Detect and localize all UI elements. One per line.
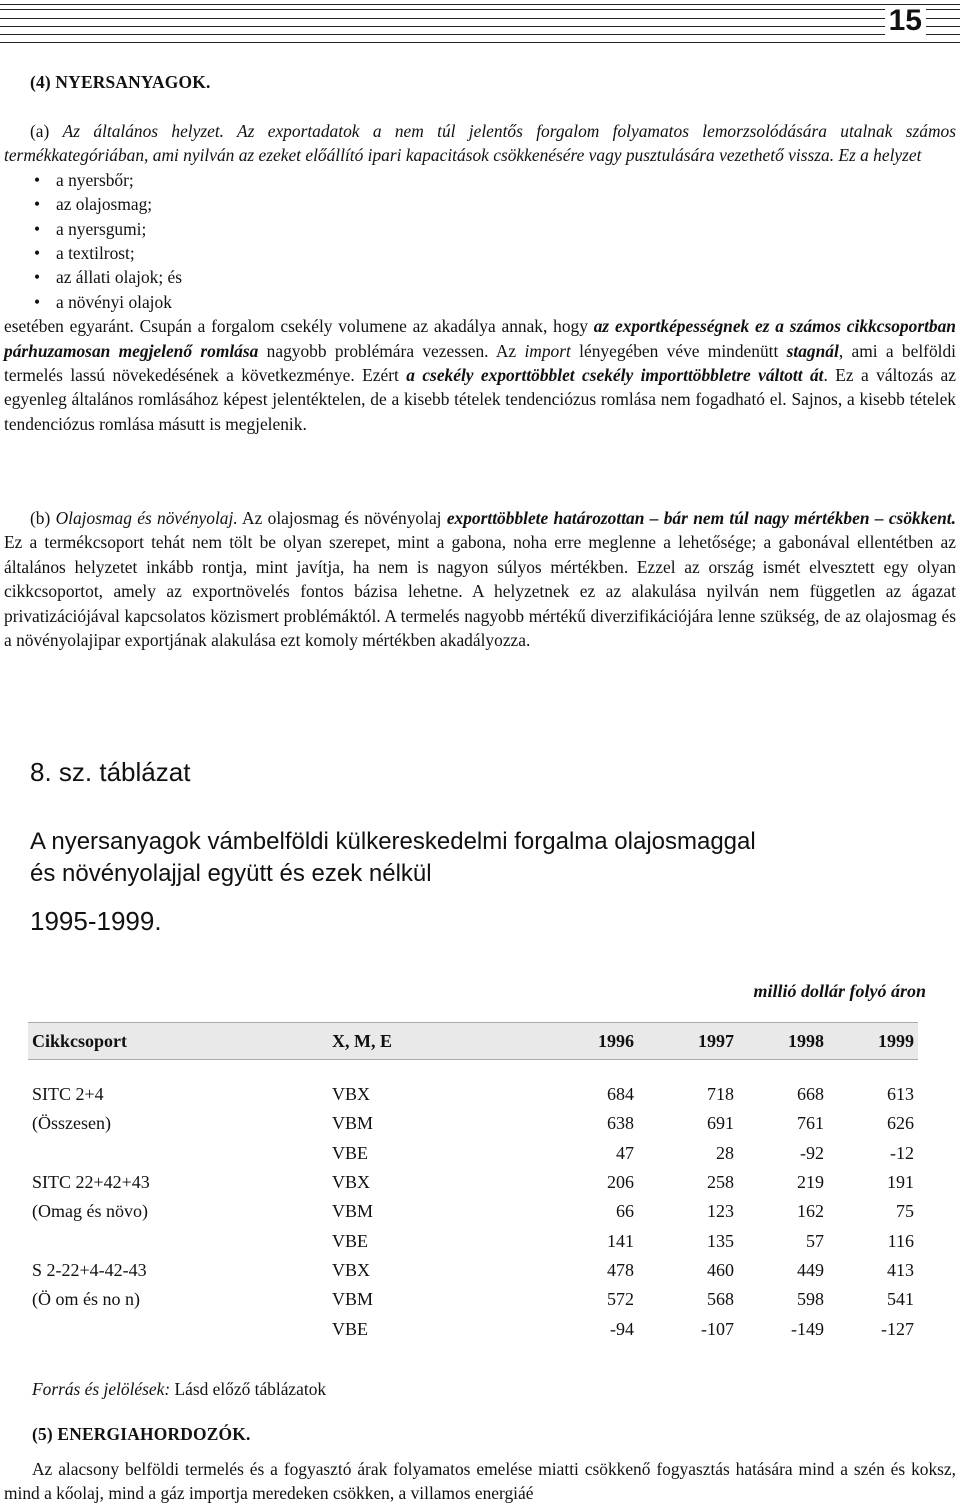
paragraph-b-text: Az olajosmag és növényolaj	[237, 508, 447, 528]
cell-value: 258	[707, 1172, 734, 1193]
table-row	[28, 1139, 918, 1168]
cell-value: -94	[610, 1318, 634, 1339]
cell-cikkcsoport	[28, 1314, 328, 1343]
table-row	[28, 1256, 918, 1285]
cell-cikkcsoport: SITC 2+4	[32, 1084, 104, 1105]
table-header-row	[28, 1023, 918, 1060]
cell-xme: VBM	[332, 1289, 374, 1310]
cell-value: 478	[607, 1259, 634, 1280]
paragraph-a-text2: esetében egyaránt. Csupán a forgalom csekély volumene az akadálya annak, hogy	[4, 316, 594, 337]
cell-value: 718	[707, 1084, 734, 1105]
paragraph-a-text2: nagyobb problémára vezessen. Az	[258, 340, 525, 361]
table-row	[28, 1168, 918, 1197]
cell-value: 568	[707, 1289, 734, 1310]
paragraph-a-text1: Az exportadatok a nem túl jelentős forgalom folyamatos lemorzsolódására utalnak számos termékkategóriában, ami nyilván az ezeket előállító ipari kapacitások csökkenésére vagy pusztulására vezethető vissza. Ez a helyzet	[4, 121, 956, 166]
bullet-item: • a nyersgumi;	[34, 217, 956, 241]
cell-cikkcsoport: (Omag és növo)	[32, 1201, 148, 1222]
cell-value: 123	[707, 1201, 734, 1222]
cell-value: 598	[797, 1289, 824, 1310]
paragraph-a-emphasis: a csekély exporttöbblet csekély importtöbbletre váltott át	[406, 365, 824, 386]
cell-value: -92	[800, 1142, 824, 1163]
cell-cikkcsoport: S 2-22+4-42-43	[32, 1259, 147, 1280]
paragraph-a-label: (a)	[30, 121, 63, 141]
cell-value: 668	[797, 1084, 824, 1105]
cell-value: -149	[791, 1318, 824, 1339]
paragraph-b-emphasis: exporttöbblete határozottan – bár nem túl nagy mértékben – csökkent.	[446, 508, 956, 528]
bullet-item: • a textilrost;	[34, 241, 956, 265]
cell-value: 57	[806, 1230, 824, 1251]
cell-xme: VBM	[332, 1201, 374, 1222]
paragraph-a-title: Az általános helyzet.	[62, 121, 225, 141]
source-label: Forrás és jelölések:	[32, 1379, 171, 1399]
paragraph-b-label: (b)	[30, 508, 56, 528]
cell-cikkcsoport	[28, 1226, 328, 1255]
table-row	[28, 1197, 918, 1226]
table-number: 8. sz. táblázat	[30, 757, 191, 787]
table-row	[28, 1060, 918, 1110]
cell-value: -127	[881, 1318, 914, 1339]
source-text: Lásd előző táblázatok	[170, 1379, 327, 1399]
cell-value: 541	[887, 1289, 914, 1310]
cell-xme: VBE	[332, 1230, 368, 1251]
header-year: 1998	[788, 1030, 824, 1051]
paragraph-b-text: Ez a termékcsoport tehát nem tölt be olyan szerepet, mint a gabona, noha erre meglenne a lehetősége; a gabonával ellentétben az általános helyzetet inkább rontja, mint javítja, ha nem is nagyon súlyos mértékben. Ezzel az ország ismét elvesztett egy olyan cikkcsoportot, amely az exportnövelés fontos bázisa lehetne. A helyzetnek ez az alakulása nyilván nem független az ágazat privatizációjával kapcsolatos közismert problémáktól. A termelés nagyobb mértékű diverzifikációjára lenne szükség, de az olajosmag és a növényolajipar exportjának alakulása ezt komoly mértékben akadályozza.	[4, 532, 956, 651]
header-cikkcsoport: Cikkcsoport	[32, 1030, 128, 1051]
cell-value: 638	[607, 1113, 634, 1134]
paragraph-a	[4, 119, 956, 436]
cell-value: 626	[887, 1113, 914, 1134]
section-heading-energiahordozok: (5) ENERGIAHORDOZÓK.	[32, 1424, 251, 1444]
header-xme: X, M, E	[332, 1030, 392, 1051]
cell-cikkcsoport: SITC 22+42+43	[32, 1172, 150, 1193]
table-row	[28, 1285, 918, 1314]
cell-xme: VBX	[332, 1084, 371, 1105]
cell-value: 684	[607, 1084, 634, 1105]
header-year: 1999	[878, 1030, 914, 1051]
bullet-item: • a növényi olajok	[34, 290, 956, 314]
paragraph-a-emphasis: import	[524, 340, 571, 361]
cell-value: 691	[707, 1113, 734, 1134]
table-years: 1995-1999.	[30, 906, 162, 936]
cell-value: 162	[797, 1201, 824, 1222]
table-row	[28, 1226, 918, 1255]
header-year: 1996	[598, 1030, 634, 1051]
data-table	[28, 1022, 918, 1344]
paragraph-a-text2: . Ez a változás az egyenleg általános romlásához képest jelentéktelen, de a kisebb tételek tendenciózus romlása nem fogadható el. Sajnos, a kisebb tételek tendenciózus romlása másutt is megjelenik.	[4, 365, 956, 434]
cell-value: 191	[887, 1172, 914, 1193]
cell-value: 66	[616, 1201, 634, 1222]
page-number: 15	[885, 6, 926, 36]
bullet-list	[4, 168, 956, 314]
cell-value: -107	[701, 1318, 734, 1339]
cell-value: 449	[797, 1259, 824, 1280]
cell-value: 141	[607, 1230, 634, 1251]
paragraph-b-title: Olajosmag és növényolaj.	[55, 508, 238, 528]
table-title	[30, 826, 756, 890]
cell-value: 47	[616, 1142, 634, 1163]
table-title-line: A nyersanyagok vámbelföldi külkereskedelmi forgalma olajosmaggal	[30, 828, 756, 855]
cell-value: 28	[716, 1142, 734, 1163]
paragraph-a-text2: lényegében véve mindenütt	[570, 340, 787, 361]
paragraph-a-text2: , ami a belföldi termelés lassú növekedésének a következménye. Ezért	[4, 340, 956, 386]
bullet-item: • az olajosmag;	[34, 192, 956, 216]
cell-xme: VBX	[332, 1172, 371, 1193]
cell-value: 116	[887, 1230, 914, 1251]
cell-value: 761	[797, 1113, 824, 1134]
bullet-item: • az állati olajok; és	[34, 265, 956, 289]
table-unit: millió dollár folyó áron	[753, 981, 926, 1001]
table-source	[32, 1377, 930, 1401]
cell-xme: VBE	[332, 1142, 368, 1163]
table-title-line: és növényolajjal együtt és ezek nélkül	[30, 860, 432, 887]
paragraph-a-emphasis: stagnál	[786, 340, 839, 361]
header-rules	[0, 4, 960, 44]
section-heading-nyersanyagok: (4) NYERSANYAGOK.	[30, 72, 211, 92]
paragraph-energy: Az alacsony belföldi termelés és a fogyasztó árak folyamatos emelése miatti csökkenő fogyasztás hatására mind a szén és koksz, mind a kőolaj, mind a gáz importja meredeken csökken, a villamos energiáé	[4, 1459, 956, 1504]
table-row	[28, 1109, 918, 1138]
paragraph-b	[4, 506, 956, 652]
cell-value: 206	[607, 1172, 634, 1193]
cell-value: 135	[707, 1230, 734, 1251]
bullet-item: • a nyersbőr;	[34, 168, 956, 192]
cell-xme: VBM	[332, 1113, 374, 1134]
cell-xme: VBE	[332, 1318, 368, 1339]
cell-value: 75	[896, 1201, 914, 1222]
cell-cikkcsoport: (Összesen)	[32, 1113, 111, 1134]
cell-value: 460	[707, 1259, 734, 1280]
cell-value: 219	[797, 1172, 824, 1193]
cell-xme: VBX	[332, 1259, 371, 1280]
cell-value: 613	[887, 1084, 914, 1105]
cell-cikkcsoport: (Ö om és no n)	[32, 1289, 140, 1310]
cell-value: 572	[607, 1289, 634, 1310]
table-row	[28, 1314, 918, 1343]
paragraph-a-emphasis: az exportképességnek ez a számos cikkcsoportban párhuzamosan megjelenő romlása	[4, 316, 956, 361]
cell-value: -12	[890, 1142, 914, 1163]
cell-value: 413	[887, 1259, 914, 1280]
header-year: 1997	[698, 1030, 734, 1051]
cell-cikkcsoport	[28, 1139, 328, 1168]
